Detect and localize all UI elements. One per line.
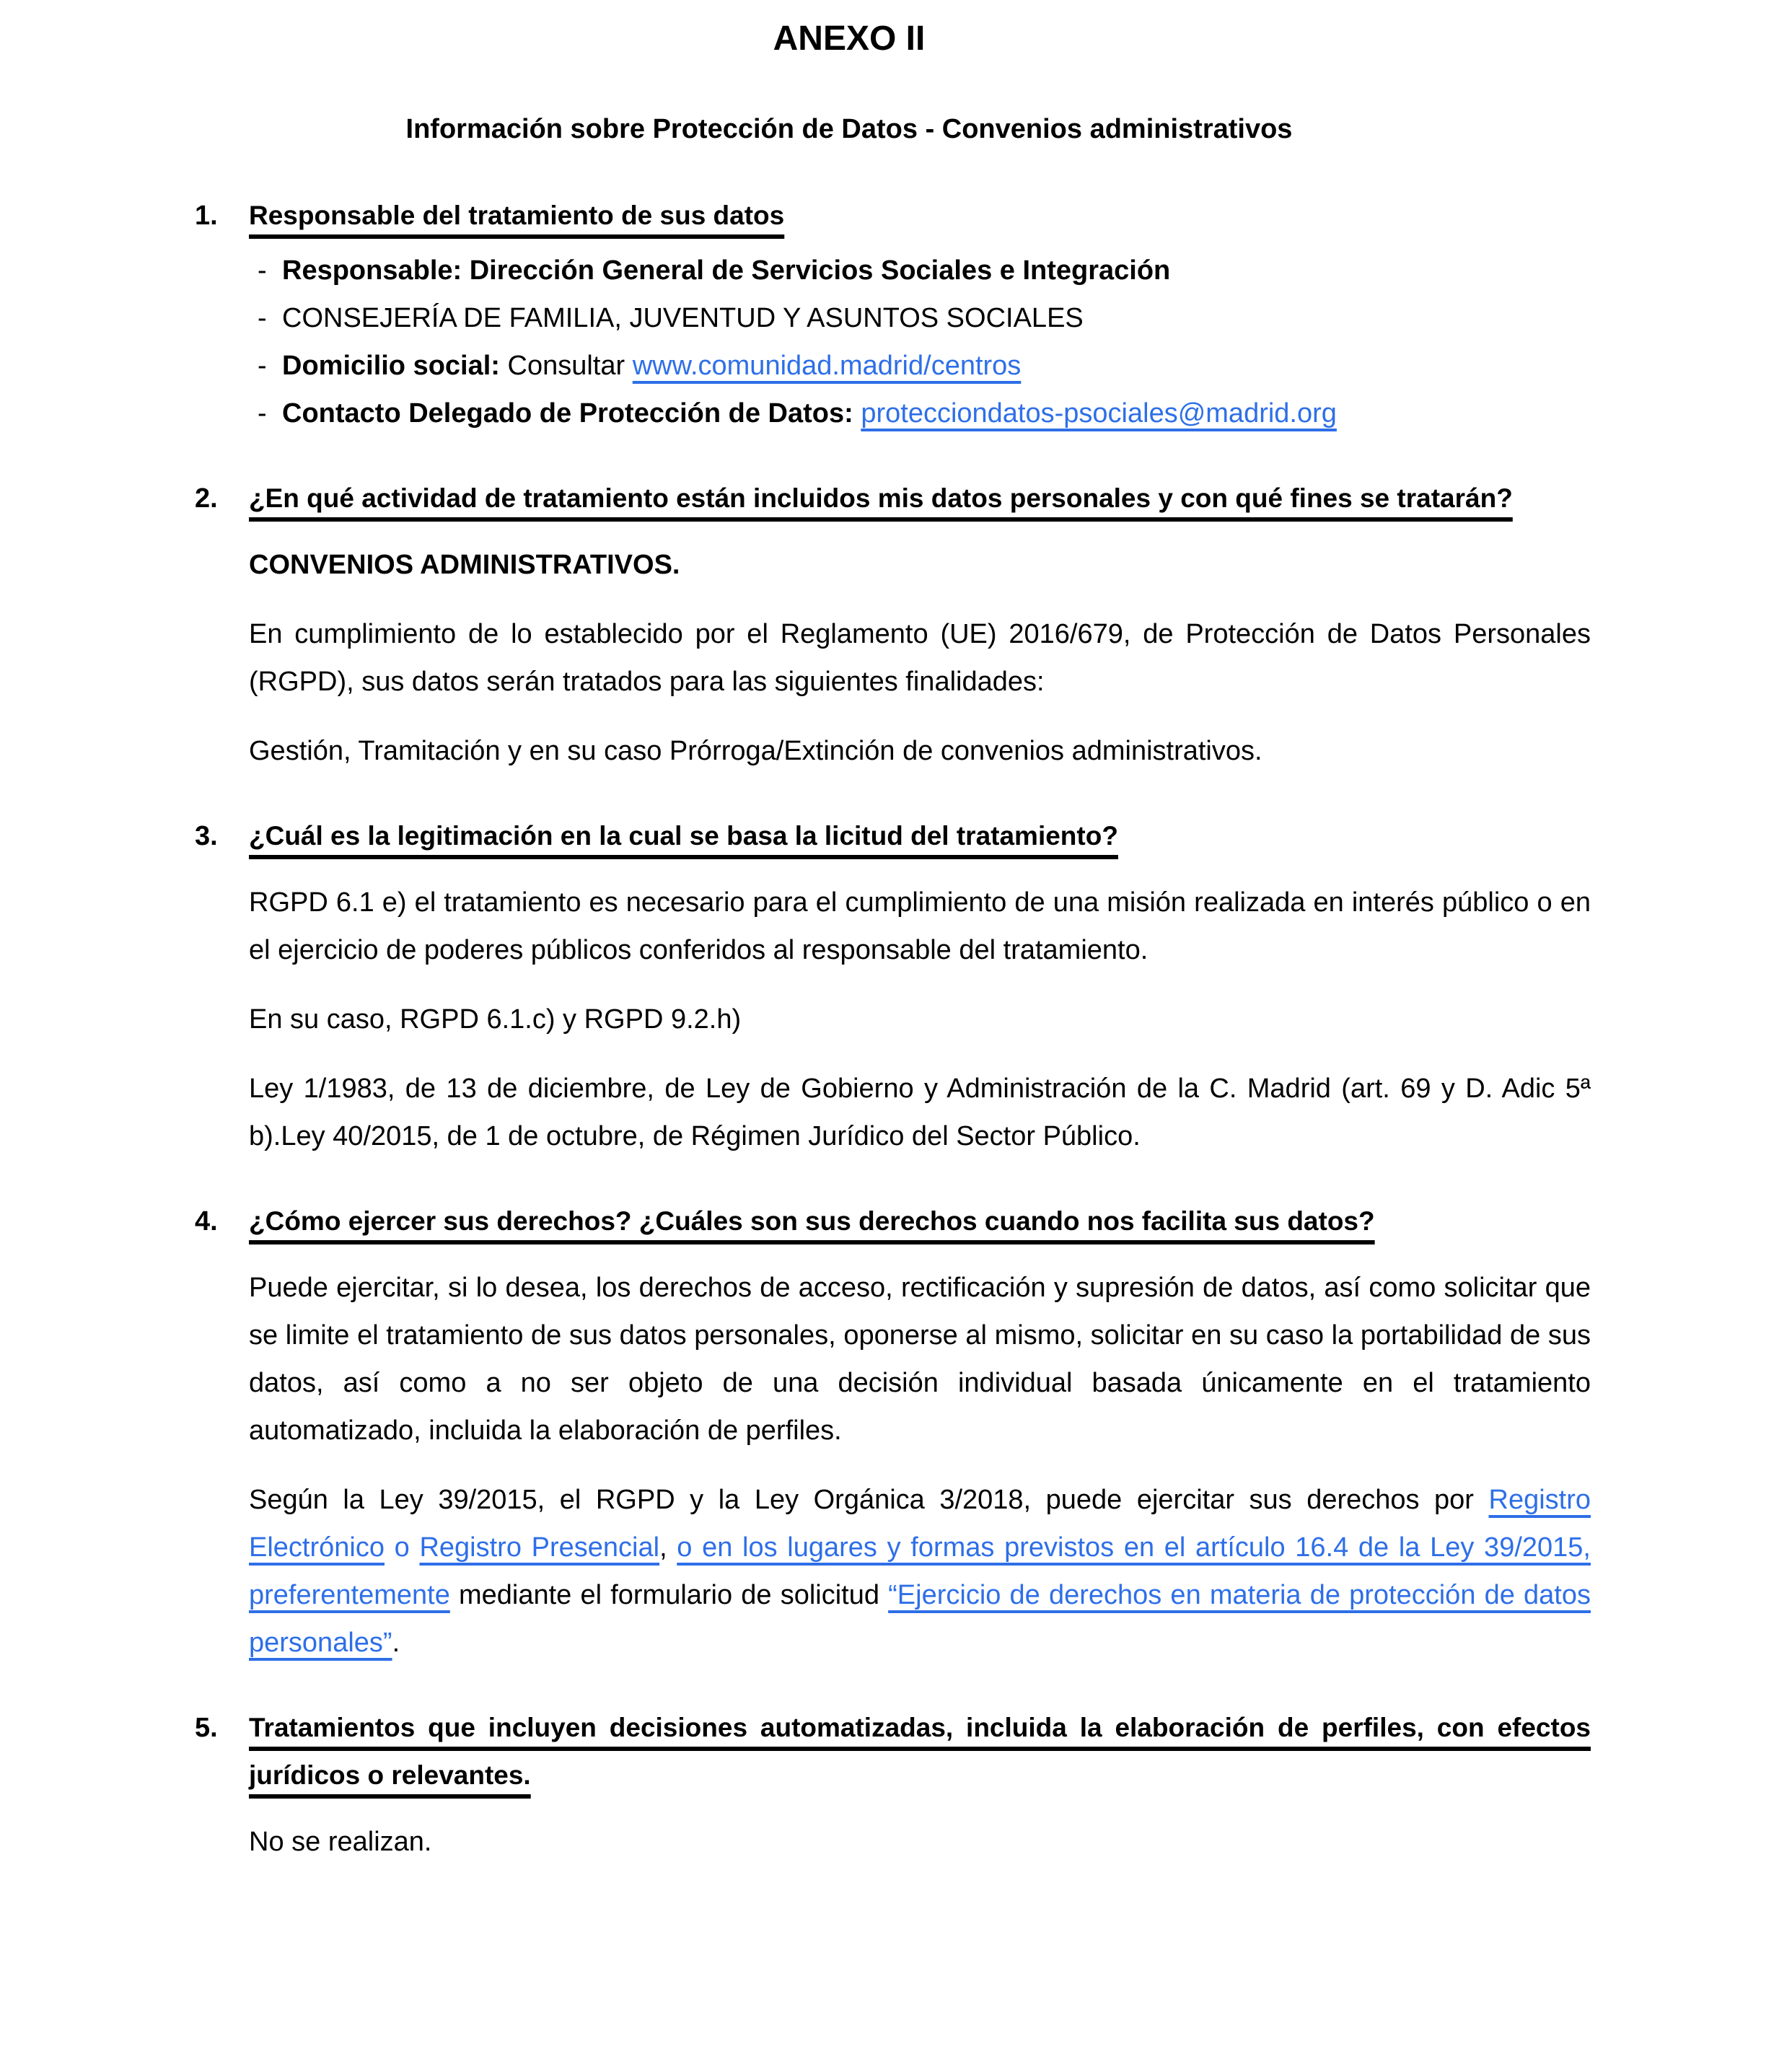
- section-5-number: 5.: [195, 1713, 218, 1743]
- section-4-paragraph-1: Puede ejercitar, si lo desea, los derechos de acceso, rectificación y supresión de datos, así como solicitar que se limite el tratamiento de sus datos personales, oponerse al mismo, solicitar en su caso la portabilidad de sus datos, así como a no ser objeto de una decisión individual basada únicamente en el tratamiento automatizado, incluida la elaboración de perfiles.: [249, 1273, 1591, 1446]
- bullet-label: Contacto Delegado de Protección de Datos:: [282, 398, 861, 429]
- section-3-paragraph-2: En su caso, RGPD 6.1.c) y RGPD 9.2.h): [249, 1004, 742, 1035]
- section-3-paragraph-1: RGPD 6.1 e) el tratamiento es necesario para el cumplimiento de una misión realizada en interés público o en el ejercicio de poderes públicos conferidos al responsable del tratamiento.: [249, 887, 1591, 965]
- section-4: [195, 1198, 1602, 1667]
- doc-title: ANEXO II: [773, 19, 926, 58]
- bullet-text: [282, 390, 1337, 437]
- articulo-16-4-link[interactable]: o en los lugares y formas previstos en el artículo 16.4 de la Ley 39/2015, preferentemente: [249, 1532, 1591, 1610]
- section-4-heading: [249, 1198, 1591, 1245]
- dpd-email-link[interactable]: protecciondatos-psociales@madrid.org: [861, 398, 1337, 429]
- rights-text-run: Según la Ley 39/2015, el RGPD y la Ley Orgánica 3/2018, puede ejercitar sus derechos por: [249, 1485, 1489, 1515]
- list-item-domicilio: [258, 342, 1591, 390]
- section-2: [195, 475, 1602, 775]
- section-2-number: 2.: [195, 483, 218, 514]
- section-5-paragraph-1: No se realizan.: [249, 1827, 432, 1857]
- formulario-text-run: mediante el formulario de solicitud: [449, 1580, 889, 1610]
- section-4-heading-text: ¿Cómo ejercer sus derechos? ¿Cuáles son sus derechos cuando nos facilita sus datos?: [249, 1206, 1375, 1236]
- section-1: [195, 192, 1602, 437]
- section-5-heading: [249, 1704, 1591, 1799]
- section-3-heading: [249, 812, 1591, 860]
- link-separator-text: o: [384, 1532, 420, 1563]
- registro-presencial-link[interactable]: Registro Presencial: [419, 1532, 660, 1563]
- section-2-heading: [249, 475, 1591, 522]
- bullet-text: Responsable: Dirección General de Servicios Sociales e Integración: [282, 255, 1171, 286]
- section-4-paragraph-2: [249, 1476, 1591, 1667]
- section-3-number: 3.: [195, 821, 218, 851]
- list-item-responsable: [258, 247, 1591, 294]
- section-3-heading-text: ¿Cuál es la legitimación en la cual se basa la licitud del tratamiento?: [249, 821, 1118, 851]
- bullet-text: CONSEJERÍA DE FAMILIA, JUVENTUD Y ASUNTOS SOCIALES: [282, 303, 1084, 333]
- ejercicio-derechos-link[interactable]: “Ejercicio de derechos en materia de protección de datos personales”: [249, 1580, 1591, 1658]
- bullet-label: Domicilio social:: [282, 351, 508, 381]
- section-5-heading-text: Tratamientos que incluyen decisiones automatizadas, incluida la elaboración de perfiles, con efectos jurídicos o relevantes.: [249, 1713, 1591, 1790]
- bullet-dash: -: [258, 303, 267, 333]
- section-3-paragraph-3: Ley 1/1983, de 13 de diciembre, de Ley de Gobierno y Administración de la C. Madrid (art. 69 y D. Adic 5ª b).Ley 40/2015, de 1 de octubre, de Régimen Jurídico del Sector Público.: [249, 1074, 1591, 1151]
- section-2-heading-text: ¿En qué actividad de tratamiento están incluidos mis datos personales y con qué fines se tratarán?: [249, 483, 1513, 513]
- list-item-consejeria: [258, 294, 1591, 342]
- section-2-paragraph-1: CONVENIOS ADMINISTRATIVOS.: [249, 550, 680, 580]
- section-4-number: 4.: [195, 1206, 218, 1237]
- period-text-run: .: [392, 1628, 400, 1658]
- section-2-paragraph-2: En cumplimiento de lo establecido por el Reglamento (UE) 2016/679, de Protección de Datos Personales (RGPD), sus datos serán tratados para las siguientes finalidades:: [249, 619, 1591, 697]
- section-3: [195, 812, 1602, 1160]
- bullet-plain-text: Consultar: [507, 351, 633, 381]
- section-1-heading: [249, 192, 1591, 240]
- bullet-dash: -: [258, 398, 267, 429]
- list-item-contacto-dpd: [258, 390, 1591, 437]
- section-2-paragraph-3: Gestión, Tramitación y en su caso Prórroga/Extinción de convenios administrativos.: [249, 736, 1262, 766]
- section-1-heading-text: Responsable del tratamiento de sus datos: [249, 201, 785, 230]
- bullet-text: [282, 342, 1021, 390]
- doc-subtitle: Información sobre Protección de Datos - Convenios administrativos: [405, 114, 1293, 144]
- section-5: [195, 1704, 1602, 1866]
- section-1-number: 1.: [195, 201, 218, 231]
- centros-link[interactable]: www.comunidad.madrid/centros: [632, 351, 1022, 381]
- section-1-list: [249, 247, 1591, 437]
- comma-text-run: ,: [659, 1532, 677, 1563]
- bullet-dash: -: [258, 351, 267, 381]
- registro-electronico-link[interactable]: Registro Electrónico: [249, 1485, 1591, 1563]
- bullet-dash: -: [258, 255, 267, 286]
- document-header: [178, 17, 1520, 153]
